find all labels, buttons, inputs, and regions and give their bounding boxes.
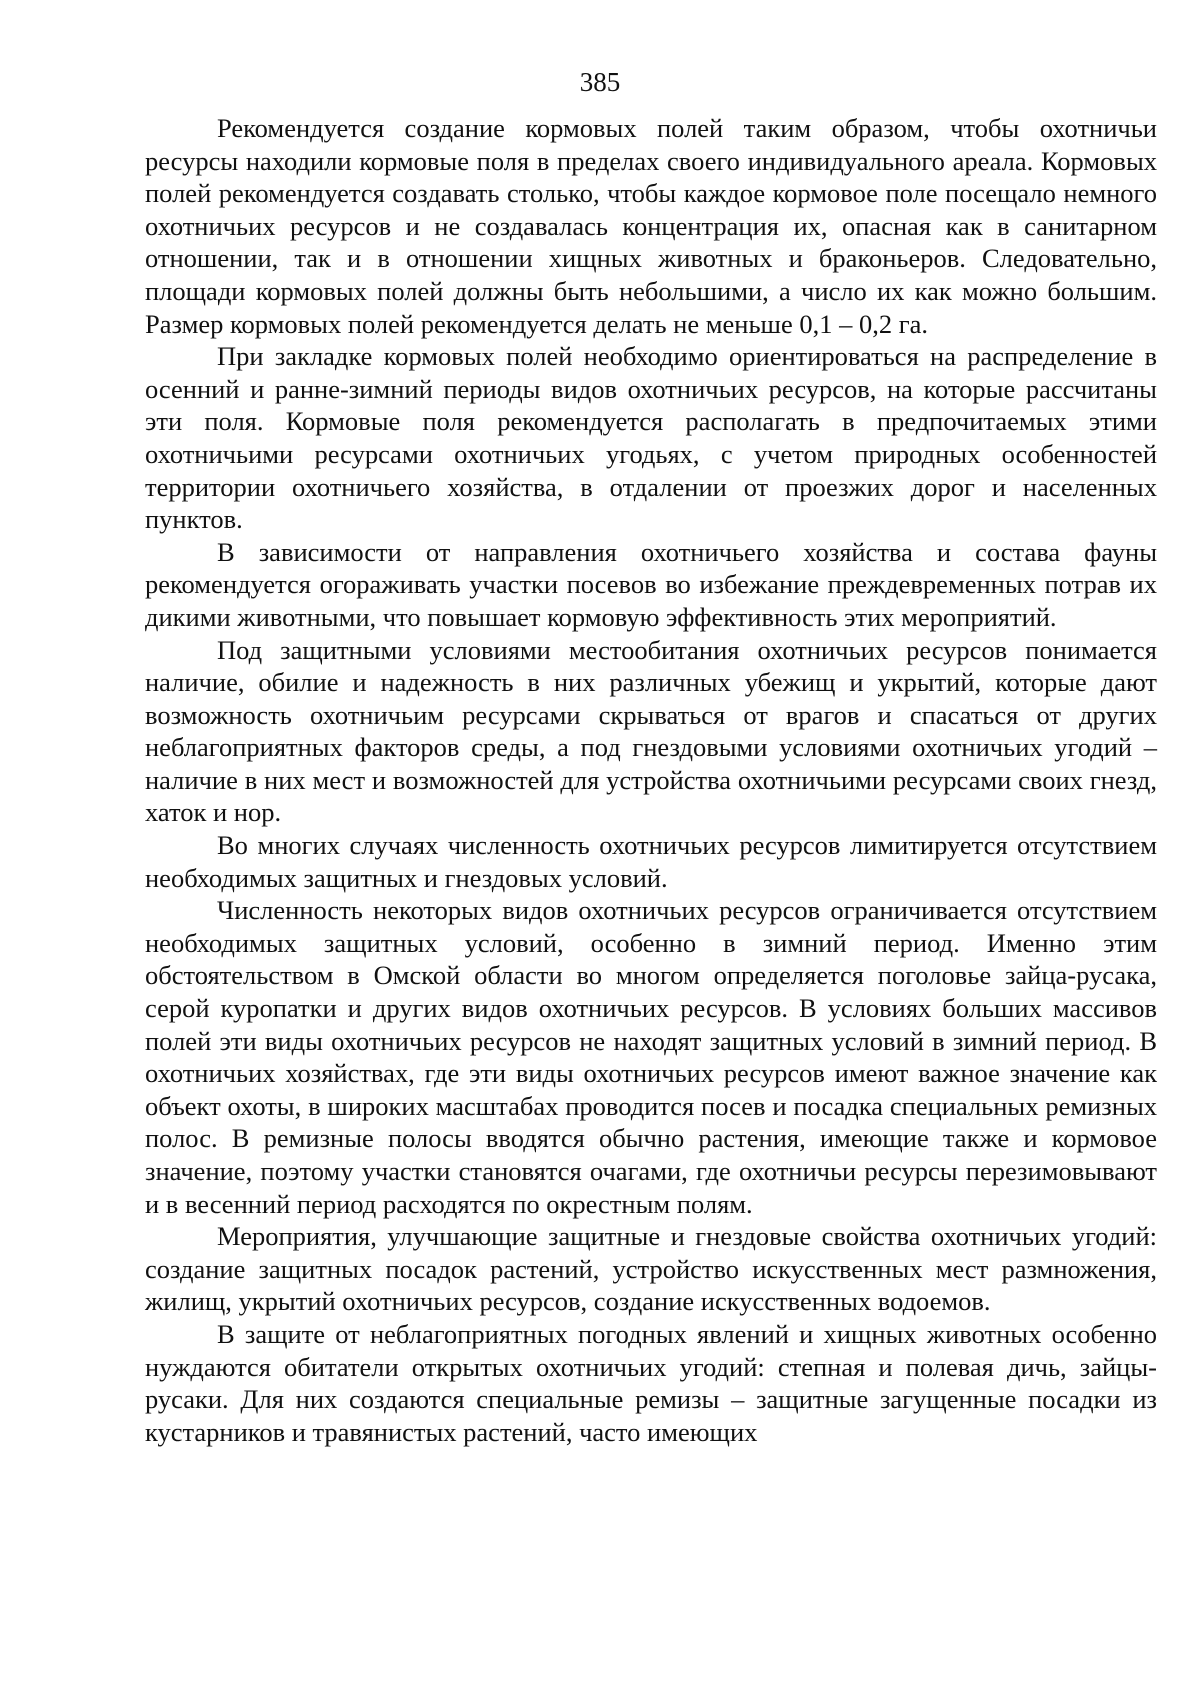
paragraph: Во многих случаях численность охотничьих ресурсов лимитируется отсутствием необходимых защитных и гнездовых условий. bbox=[145, 830, 1157, 893]
body-text bbox=[145, 112, 1157, 1448]
paragraph: Мероприятия, улучшающие защитные и гнездовые свойства охотничьих угодий: создание защитных посадок растений, устройство искусственных мест размножения, жилищ, укрытий охотничьих ресурсов, создание искусственных водоемов. bbox=[145, 1221, 1157, 1317]
paragraph: В зависимости от направления охотничьего хозяйства и состава фауны рекомендуется огораживать участки посевов во избежание преждевременных потрав их дикими животными, что повышает кормовую эффективность этих мероприятий. bbox=[145, 536, 1157, 632]
paragraph: Численность некоторых видов охотничьих ресурсов ограничивается отсутствием необходимых защитных условий, особенно в зимний период. Именно этим обстоятельством в Омской области во многом определяется поголовье зайца-русака, серой куропатки и других видов охотничьих ресурсов. В условиях больших массивов полей эти виды охотничьих ресурсов не находят защитных условий в зимний период. В охотничьих хозяйствах, где эти виды охотничьих ресурсов имеют важное значение как объект охоты, в широких масштабах проводится посев и посадка специальных ремизных полос. В ремизные полосы вводятся обычно растения, имеющие также и кормовое значение, поэтому участки становятся очагами, где охотничьи ресурсы перезимовывают и в весенний период расходятся по окрестным полям. bbox=[145, 895, 1157, 1219]
paragraph: При закладке кормовых полей необходимо ориентироваться на распределение в осенний и ранне-зимний периоды видов охотничьих ресурсов, на которые рассчитаны эти поля. Кормовые поля рекомендуется располагать в предпочитаемых этими охотничьими ресурсами охотничьих угодьях, с учетом природных особенностей территории охотничьего хозяйства, в отдалении от проезжих дорог и населенных пунктов. bbox=[145, 341, 1157, 535]
paragraph: Рекомендуется создание кормовых полей таким образом, чтобы охотничьи ресурсы находили кормовые поля в пределах своего индивидуального ареала. Кормовых полей рекомендуется создавать столько, чтобы каждое кормовое поле посещало немного охотничьих ресурсов и не создавалась концентрация их, опасная как в санитарном отношении, так и в отношении хищных животных и браконьеров. Следовательно, площади кормовых полей должны быть небольшими, а число их как можно большим. Размер кормовых полей рекомендуется делать не меньше 0,1 – 0,2 га. bbox=[145, 113, 1157, 339]
paragraph: Под защитными условиями местообитания охотничьих ресурсов понимается наличие, обилие и надежность в них различных убежищ и укрытий, которые дают возможность охотничьим ресурсами скрываться от врагов и спасаться от других неблагоприятных факторов среды, а под гнездовыми условиями охотничьих угодий – наличие в них мест и возможностей для устройства охотничьими ресурсами своих гнезд, хаток и нор. bbox=[145, 634, 1157, 828]
paragraph: В защите от неблагоприятных погодных явлений и хищных животных особенно нуждаются обитатели открытых охотничьих угодий: степная и полевая дичь, зайцы-русаки. Для них создаются специальные ремизы – защитные загущенные посадки из кустарников и травянистых растений, часто имеющих bbox=[145, 1318, 1157, 1447]
page-number: 385 bbox=[579, 67, 621, 97]
